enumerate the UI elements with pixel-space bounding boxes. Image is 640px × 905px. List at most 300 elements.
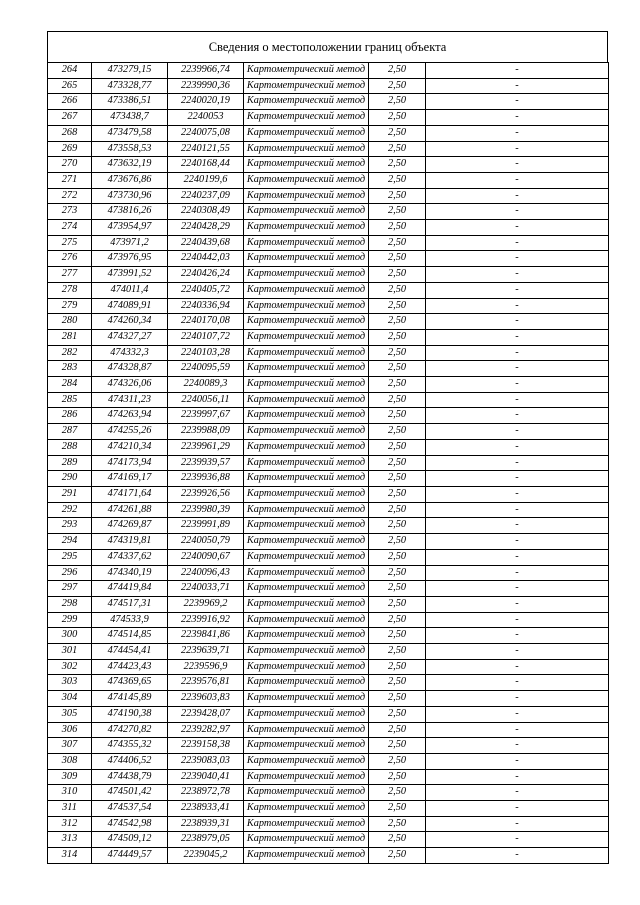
y-coordinate-cell: 2240442,03 bbox=[168, 251, 244, 267]
x-coordinate-cell: 473954,97 bbox=[92, 220, 168, 236]
note-cell: - bbox=[426, 534, 609, 550]
table-row bbox=[48, 832, 609, 848]
y-coordinate-cell: 2239040,41 bbox=[168, 769, 244, 785]
note-cell: - bbox=[426, 644, 609, 660]
y-coordinate-cell: 2239990,36 bbox=[168, 78, 244, 94]
accuracy-cell: 2,50 bbox=[369, 204, 426, 220]
accuracy-cell: 2,50 bbox=[369, 63, 426, 79]
table-row bbox=[48, 172, 609, 188]
method-cell: Картометрический метод bbox=[244, 753, 369, 769]
table-row bbox=[48, 235, 609, 251]
x-coordinate-cell: 473632,19 bbox=[92, 157, 168, 173]
table-row bbox=[48, 282, 609, 298]
x-coordinate-cell: 473676,86 bbox=[92, 172, 168, 188]
x-coordinate-cell: 474173,94 bbox=[92, 455, 168, 471]
x-coordinate-cell: 474145,89 bbox=[92, 691, 168, 707]
method-cell: Картометрический метод bbox=[244, 628, 369, 644]
method-cell: Картометрический метод bbox=[244, 392, 369, 408]
method-cell: Картометрический метод bbox=[244, 439, 369, 455]
method-cell: Картометрический метод bbox=[244, 612, 369, 628]
x-coordinate-cell: 473558,53 bbox=[92, 141, 168, 157]
point-number-cell: 284 bbox=[48, 377, 92, 393]
x-coordinate-cell: 473279,15 bbox=[92, 63, 168, 79]
point-number-cell: 282 bbox=[48, 345, 92, 361]
accuracy-cell: 2,50 bbox=[369, 94, 426, 110]
y-coordinate-cell: 2240020,19 bbox=[168, 94, 244, 110]
point-number-cell: 279 bbox=[48, 298, 92, 314]
method-cell: Картометрический метод bbox=[244, 581, 369, 597]
accuracy-cell: 2,50 bbox=[369, 848, 426, 864]
note-cell: - bbox=[426, 188, 609, 204]
table-row bbox=[48, 644, 609, 660]
note-cell: - bbox=[426, 329, 609, 345]
y-coordinate-cell: 2240103,28 bbox=[168, 345, 244, 361]
note-cell: - bbox=[426, 549, 609, 565]
method-cell: Картометрический метод bbox=[244, 157, 369, 173]
accuracy-cell: 2,50 bbox=[369, 361, 426, 377]
note-cell: - bbox=[426, 267, 609, 283]
note-cell: - bbox=[426, 141, 609, 157]
accuracy-cell: 2,50 bbox=[369, 392, 426, 408]
accuracy-cell: 2,50 bbox=[369, 644, 426, 660]
y-coordinate-cell: 2239639,71 bbox=[168, 644, 244, 660]
method-cell: Картометрический метод bbox=[244, 785, 369, 801]
x-coordinate-cell: 474423,43 bbox=[92, 659, 168, 675]
accuracy-cell: 2,50 bbox=[369, 565, 426, 581]
y-coordinate-cell: 2239991,89 bbox=[168, 518, 244, 534]
y-coordinate-cell: 2239916,92 bbox=[168, 612, 244, 628]
table-row bbox=[48, 267, 609, 283]
y-coordinate-cell: 2240405,72 bbox=[168, 282, 244, 298]
table-row bbox=[48, 659, 609, 675]
method-cell: Картометрический метод bbox=[244, 534, 369, 550]
x-coordinate-cell: 473991,52 bbox=[92, 267, 168, 283]
x-coordinate-cell: 473730,96 bbox=[92, 188, 168, 204]
y-coordinate-cell: 2240237,09 bbox=[168, 188, 244, 204]
point-number-cell: 303 bbox=[48, 675, 92, 691]
accuracy-cell: 2,50 bbox=[369, 816, 426, 832]
x-coordinate-cell: 474509,12 bbox=[92, 832, 168, 848]
method-cell: Картометрический метод bbox=[244, 298, 369, 314]
y-coordinate-cell: 2240426,24 bbox=[168, 267, 244, 283]
point-number-cell: 287 bbox=[48, 424, 92, 440]
table-row bbox=[48, 251, 609, 267]
note-cell: - bbox=[426, 172, 609, 188]
accuracy-cell: 2,50 bbox=[369, 581, 426, 597]
table-row bbox=[48, 628, 609, 644]
x-coordinate-cell: 474263,94 bbox=[92, 408, 168, 424]
table-row bbox=[48, 801, 609, 817]
y-coordinate-cell: 2239961,29 bbox=[168, 439, 244, 455]
x-coordinate-cell: 474190,38 bbox=[92, 706, 168, 722]
y-coordinate-cell: 2240075,08 bbox=[168, 125, 244, 141]
accuracy-cell: 2,50 bbox=[369, 675, 426, 691]
method-cell: Картометрический метод bbox=[244, 706, 369, 722]
point-number-cell: 299 bbox=[48, 612, 92, 628]
point-number-cell: 302 bbox=[48, 659, 92, 675]
method-cell: Картометрический метод bbox=[244, 329, 369, 345]
note-cell: - bbox=[426, 439, 609, 455]
note-cell: - bbox=[426, 753, 609, 769]
table-row bbox=[48, 439, 609, 455]
method-cell: Картометрический метод bbox=[244, 94, 369, 110]
method-cell: Картометрический метод bbox=[244, 141, 369, 157]
point-number-cell: 276 bbox=[48, 251, 92, 267]
note-cell: - bbox=[426, 63, 609, 79]
note-cell: - bbox=[426, 502, 609, 518]
note-cell: - bbox=[426, 204, 609, 220]
note-cell: - bbox=[426, 675, 609, 691]
note-cell: - bbox=[426, 471, 609, 487]
method-cell: Картометрический метод bbox=[244, 125, 369, 141]
table-row bbox=[48, 518, 609, 534]
accuracy-cell: 2,50 bbox=[369, 377, 426, 393]
coordinates-table-body bbox=[48, 63, 609, 864]
y-coordinate-cell: 2240439,68 bbox=[168, 235, 244, 251]
table-row bbox=[48, 157, 609, 173]
y-coordinate-cell: 2239282,97 bbox=[168, 722, 244, 738]
accuracy-cell: 2,50 bbox=[369, 408, 426, 424]
point-number-cell: 297 bbox=[48, 581, 92, 597]
note-cell: - bbox=[426, 659, 609, 675]
x-coordinate-cell: 474319,81 bbox=[92, 534, 168, 550]
x-coordinate-cell: 473328,77 bbox=[92, 78, 168, 94]
note-cell: - bbox=[426, 455, 609, 471]
accuracy-cell: 2,50 bbox=[369, 439, 426, 455]
y-coordinate-cell: 2239936,88 bbox=[168, 471, 244, 487]
table-row bbox=[48, 220, 609, 236]
x-coordinate-cell: 474169,17 bbox=[92, 471, 168, 487]
method-cell: Картометрический метод bbox=[244, 204, 369, 220]
note-cell: - bbox=[426, 706, 609, 722]
x-coordinate-cell: 474011,4 bbox=[92, 282, 168, 298]
point-number-cell: 308 bbox=[48, 753, 92, 769]
note-cell: - bbox=[426, 628, 609, 644]
method-cell: Картометрический метод bbox=[244, 110, 369, 126]
note-cell: - bbox=[426, 377, 609, 393]
table-row bbox=[48, 377, 609, 393]
point-number-cell: 296 bbox=[48, 565, 92, 581]
method-cell: Картометрический метод bbox=[244, 314, 369, 330]
x-coordinate-cell: 474438,79 bbox=[92, 769, 168, 785]
point-number-cell: 292 bbox=[48, 502, 92, 518]
y-coordinate-cell: 2240056,11 bbox=[168, 392, 244, 408]
note-cell: - bbox=[426, 361, 609, 377]
note-cell: - bbox=[426, 110, 609, 126]
table-row bbox=[48, 94, 609, 110]
point-number-cell: 290 bbox=[48, 471, 92, 487]
y-coordinate-cell: 2240308,49 bbox=[168, 204, 244, 220]
accuracy-cell: 2,50 bbox=[369, 471, 426, 487]
x-coordinate-cell: 473976,95 bbox=[92, 251, 168, 267]
method-cell: Картометрический метод bbox=[244, 267, 369, 283]
y-coordinate-cell: 2239939,57 bbox=[168, 455, 244, 471]
method-cell: Картометрический метод bbox=[244, 691, 369, 707]
accuracy-cell: 2,50 bbox=[369, 628, 426, 644]
method-cell: Картометрический метод bbox=[244, 408, 369, 424]
y-coordinate-cell: 2240050,79 bbox=[168, 534, 244, 550]
table-row bbox=[48, 612, 609, 628]
accuracy-cell: 2,50 bbox=[369, 691, 426, 707]
x-coordinate-cell: 473386,51 bbox=[92, 94, 168, 110]
table-row bbox=[48, 455, 609, 471]
x-coordinate-cell: 474355,32 bbox=[92, 738, 168, 754]
y-coordinate-cell: 2240121,55 bbox=[168, 141, 244, 157]
point-number-cell: 278 bbox=[48, 282, 92, 298]
accuracy-cell: 2,50 bbox=[369, 534, 426, 550]
table-row bbox=[48, 78, 609, 94]
method-cell: Картометрический метод bbox=[244, 486, 369, 502]
y-coordinate-cell: 2239576,81 bbox=[168, 675, 244, 691]
note-cell: - bbox=[426, 581, 609, 597]
table-row bbox=[48, 110, 609, 126]
method-cell: Картометрический метод bbox=[244, 188, 369, 204]
note-cell: - bbox=[426, 298, 609, 314]
method-cell: Картометрический метод bbox=[244, 502, 369, 518]
point-number-cell: 281 bbox=[48, 329, 92, 345]
y-coordinate-cell: 2239083,03 bbox=[168, 753, 244, 769]
x-coordinate-cell: 474089,91 bbox=[92, 298, 168, 314]
point-number-cell: 273 bbox=[48, 204, 92, 220]
y-coordinate-cell: 2238972,78 bbox=[168, 785, 244, 801]
y-coordinate-cell: 2239926,56 bbox=[168, 486, 244, 502]
point-number-cell: 270 bbox=[48, 157, 92, 173]
table-row bbox=[48, 816, 609, 832]
point-number-cell: 300 bbox=[48, 628, 92, 644]
table-row bbox=[48, 408, 609, 424]
x-coordinate-cell: 474269,87 bbox=[92, 518, 168, 534]
point-number-cell: 288 bbox=[48, 439, 92, 455]
method-cell: Картометрический метод bbox=[244, 220, 369, 236]
accuracy-cell: 2,50 bbox=[369, 314, 426, 330]
note-cell: - bbox=[426, 314, 609, 330]
accuracy-cell: 2,50 bbox=[369, 125, 426, 141]
method-cell: Картометрический метод bbox=[244, 377, 369, 393]
accuracy-cell: 2,50 bbox=[369, 298, 426, 314]
method-cell: Картометрический метод bbox=[244, 596, 369, 612]
method-cell: Картометрический метод bbox=[244, 63, 369, 79]
accuracy-cell: 2,50 bbox=[369, 801, 426, 817]
accuracy-cell: 2,50 bbox=[369, 267, 426, 283]
x-coordinate-cell: 473971,2 bbox=[92, 235, 168, 251]
accuracy-cell: 2,50 bbox=[369, 769, 426, 785]
y-coordinate-cell: 2238933,41 bbox=[168, 801, 244, 817]
point-number-cell: 275 bbox=[48, 235, 92, 251]
accuracy-cell: 2,50 bbox=[369, 251, 426, 267]
accuracy-cell: 2,50 bbox=[369, 596, 426, 612]
y-coordinate-cell: 2239997,67 bbox=[168, 408, 244, 424]
y-coordinate-cell: 2238939,31 bbox=[168, 816, 244, 832]
x-coordinate-cell: 474337,62 bbox=[92, 549, 168, 565]
method-cell: Картометрический метод bbox=[244, 282, 369, 298]
point-number-cell: 301 bbox=[48, 644, 92, 660]
method-cell: Картометрический метод bbox=[244, 738, 369, 754]
table-row bbox=[48, 298, 609, 314]
table-row bbox=[48, 345, 609, 361]
accuracy-cell: 2,50 bbox=[369, 78, 426, 94]
method-cell: Картометрический метод bbox=[244, 361, 369, 377]
accuracy-cell: 2,50 bbox=[369, 220, 426, 236]
y-coordinate-cell: 2240089,3 bbox=[168, 377, 244, 393]
accuracy-cell: 2,50 bbox=[369, 424, 426, 440]
x-coordinate-cell: 474255,26 bbox=[92, 424, 168, 440]
table-row bbox=[48, 329, 609, 345]
note-cell: - bbox=[426, 125, 609, 141]
accuracy-cell: 2,50 bbox=[369, 188, 426, 204]
method-cell: Картометрический метод bbox=[244, 518, 369, 534]
y-coordinate-cell: 2240095,59 bbox=[168, 361, 244, 377]
y-coordinate-cell: 2239969,2 bbox=[168, 596, 244, 612]
note-cell: - bbox=[426, 78, 609, 94]
x-coordinate-cell: 474449,57 bbox=[92, 848, 168, 864]
note-cell: - bbox=[426, 596, 609, 612]
table-row bbox=[48, 565, 609, 581]
x-coordinate-cell: 474261,88 bbox=[92, 502, 168, 518]
y-coordinate-cell: 2239841,86 bbox=[168, 628, 244, 644]
method-cell: Картометрический метод bbox=[244, 251, 369, 267]
x-coordinate-cell: 474517,31 bbox=[92, 596, 168, 612]
accuracy-cell: 2,50 bbox=[369, 455, 426, 471]
accuracy-cell: 2,50 bbox=[369, 157, 426, 173]
note-cell: - bbox=[426, 235, 609, 251]
point-number-cell: 274 bbox=[48, 220, 92, 236]
x-coordinate-cell: 474327,27 bbox=[92, 329, 168, 345]
point-number-cell: 305 bbox=[48, 706, 92, 722]
point-number-cell: 291 bbox=[48, 486, 92, 502]
note-cell: - bbox=[426, 612, 609, 628]
accuracy-cell: 2,50 bbox=[369, 502, 426, 518]
point-number-cell: 280 bbox=[48, 314, 92, 330]
table-row bbox=[48, 722, 609, 738]
y-coordinate-cell: 2239980,39 bbox=[168, 502, 244, 518]
note-cell: - bbox=[426, 785, 609, 801]
table-row bbox=[48, 63, 609, 79]
point-number-cell: 310 bbox=[48, 785, 92, 801]
table-row bbox=[48, 361, 609, 377]
note-cell: - bbox=[426, 94, 609, 110]
note-cell: - bbox=[426, 392, 609, 408]
x-coordinate-cell: 474514,85 bbox=[92, 628, 168, 644]
accuracy-cell: 2,50 bbox=[369, 172, 426, 188]
table-row bbox=[48, 691, 609, 707]
x-coordinate-cell: 474454,41 bbox=[92, 644, 168, 660]
note-cell: - bbox=[426, 424, 609, 440]
note-cell: - bbox=[426, 769, 609, 785]
method-cell: Картометрический метод bbox=[244, 471, 369, 487]
accuracy-cell: 2,50 bbox=[369, 785, 426, 801]
x-coordinate-cell: 474537,54 bbox=[92, 801, 168, 817]
table-row bbox=[48, 549, 609, 565]
document-sheet bbox=[47, 31, 608, 864]
point-number-cell: 309 bbox=[48, 769, 92, 785]
point-number-cell: 277 bbox=[48, 267, 92, 283]
point-number-cell: 266 bbox=[48, 94, 92, 110]
table-row bbox=[48, 534, 609, 550]
method-cell: Картометрический метод bbox=[244, 769, 369, 785]
y-coordinate-cell: 2240428,29 bbox=[168, 220, 244, 236]
accuracy-cell: 2,50 bbox=[369, 518, 426, 534]
y-coordinate-cell: 2240053 bbox=[168, 110, 244, 126]
accuracy-cell: 2,50 bbox=[369, 612, 426, 628]
table-row bbox=[48, 769, 609, 785]
accuracy-cell: 2,50 bbox=[369, 345, 426, 361]
note-cell: - bbox=[426, 691, 609, 707]
y-coordinate-cell: 2239428,07 bbox=[168, 706, 244, 722]
point-number-cell: 298 bbox=[48, 596, 92, 612]
point-number-cell: 293 bbox=[48, 518, 92, 534]
point-number-cell: 304 bbox=[48, 691, 92, 707]
accuracy-cell: 2,50 bbox=[369, 549, 426, 565]
point-number-cell: 306 bbox=[48, 722, 92, 738]
accuracy-cell: 2,50 bbox=[369, 659, 426, 675]
note-cell: - bbox=[426, 518, 609, 534]
table-row bbox=[48, 738, 609, 754]
method-cell: Картометрический метод bbox=[244, 455, 369, 471]
method-cell: Картометрический метод bbox=[244, 549, 369, 565]
accuracy-cell: 2,50 bbox=[369, 706, 426, 722]
x-coordinate-cell: 474260,34 bbox=[92, 314, 168, 330]
accuracy-cell: 2,50 bbox=[369, 722, 426, 738]
x-coordinate-cell: 474340,19 bbox=[92, 565, 168, 581]
x-coordinate-cell: 474501,42 bbox=[92, 785, 168, 801]
table-row bbox=[48, 502, 609, 518]
note-cell: - bbox=[426, 486, 609, 502]
x-coordinate-cell: 474406,52 bbox=[92, 753, 168, 769]
note-cell: - bbox=[426, 816, 609, 832]
x-coordinate-cell: 474210,34 bbox=[92, 439, 168, 455]
point-number-cell: 272 bbox=[48, 188, 92, 204]
point-number-cell: 264 bbox=[48, 63, 92, 79]
accuracy-cell: 2,50 bbox=[369, 832, 426, 848]
note-cell: - bbox=[426, 220, 609, 236]
accuracy-cell: 2,50 bbox=[369, 753, 426, 769]
point-number-cell: 313 bbox=[48, 832, 92, 848]
point-number-cell: 295 bbox=[48, 549, 92, 565]
table-row bbox=[48, 596, 609, 612]
x-coordinate-cell: 474369,65 bbox=[92, 675, 168, 691]
table-row bbox=[48, 675, 609, 691]
y-coordinate-cell: 2240168,44 bbox=[168, 157, 244, 173]
x-coordinate-cell: 474542,98 bbox=[92, 816, 168, 832]
point-number-cell: 311 bbox=[48, 801, 92, 817]
method-cell: Картометрический метод bbox=[244, 565, 369, 581]
note-cell: - bbox=[426, 345, 609, 361]
y-coordinate-cell: 2239158,38 bbox=[168, 738, 244, 754]
table-row bbox=[48, 706, 609, 722]
table-row bbox=[48, 141, 609, 157]
method-cell: Картометрический метод bbox=[244, 172, 369, 188]
y-coordinate-cell: 2240170,08 bbox=[168, 314, 244, 330]
note-cell: - bbox=[426, 801, 609, 817]
table-row bbox=[48, 581, 609, 597]
table-row bbox=[48, 125, 609, 141]
note-cell: - bbox=[426, 408, 609, 424]
accuracy-cell: 2,50 bbox=[369, 329, 426, 345]
point-number-cell: 289 bbox=[48, 455, 92, 471]
table-row bbox=[48, 753, 609, 769]
table-row bbox=[48, 424, 609, 440]
method-cell: Картометрический метод bbox=[244, 424, 369, 440]
note-cell: - bbox=[426, 251, 609, 267]
table-row bbox=[48, 392, 609, 408]
method-cell: Картометрический метод bbox=[244, 659, 369, 675]
accuracy-cell: 2,50 bbox=[369, 738, 426, 754]
x-coordinate-cell: 473816,26 bbox=[92, 204, 168, 220]
point-number-cell: 265 bbox=[48, 78, 92, 94]
accuracy-cell: 2,50 bbox=[369, 486, 426, 502]
note-cell: - bbox=[426, 565, 609, 581]
x-coordinate-cell: 473479,58 bbox=[92, 125, 168, 141]
